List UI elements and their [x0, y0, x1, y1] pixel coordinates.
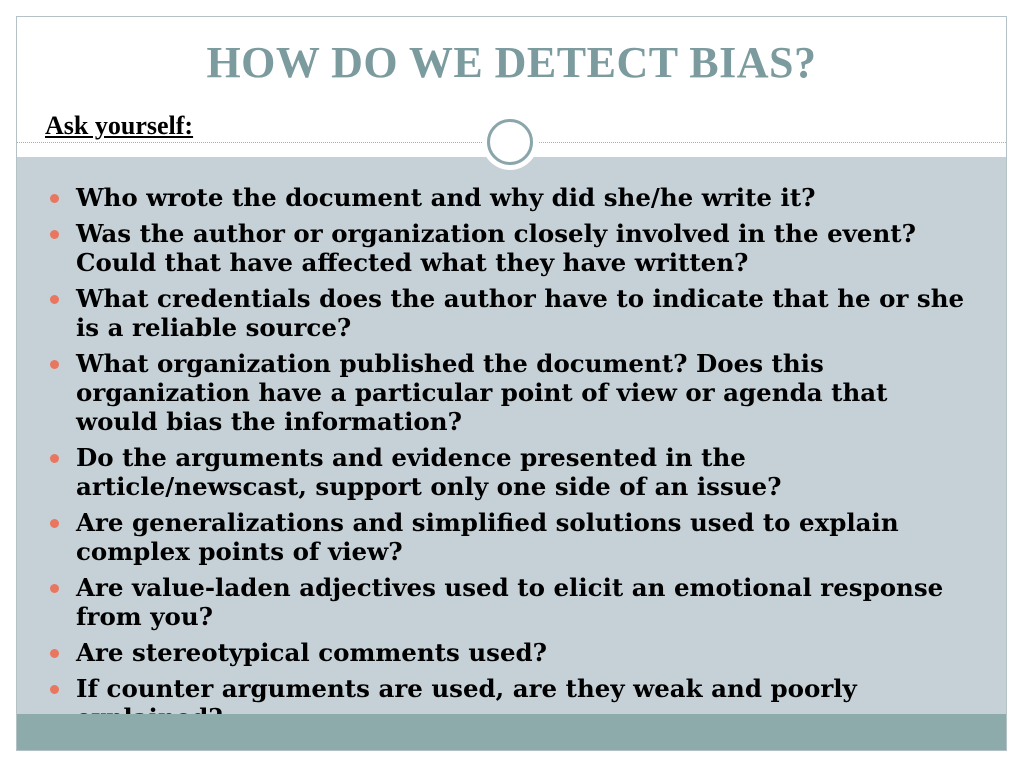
bullet-item	[47, 219, 977, 277]
bullet-text: Who wrote the document and why did she/he write it?	[76, 183, 816, 212]
bullet-text: Do the arguments and evidence presented in the article/newscast, support only one side of an issue?	[76, 443, 782, 501]
bullet-item	[47, 638, 977, 667]
bullet-item	[47, 284, 977, 342]
ring-ornament-icon	[482, 114, 538, 170]
slide	[16, 16, 1007, 751]
bullet-text: If counter arguments are used, are they weak and poorly	[76, 674, 857, 703]
footer-band	[17, 714, 1006, 751]
bullet-dot-icon	[50, 685, 59, 694]
bullet-text: What credentials does the author have to indicate that he or she is a reliable source?	[76, 284, 965, 342]
bullet-dot-icon	[50, 360, 59, 369]
bullet-item	[47, 573, 977, 631]
slide-title: HOW DO WE DETECT BIAS?	[206, 38, 817, 87]
bullet-dot-icon	[50, 295, 59, 304]
bullet-dot-icon	[50, 230, 59, 239]
bullet-text: What organization published the document? Does this organization have a particular point of view or agenda that would bias the information?	[76, 349, 888, 436]
bullet-text: Are value-laden adjectives used to elicit an emotional response from you?	[76, 573, 944, 631]
bullet-text: Are generalizations and simplified solutions used to explain complex points of view?	[76, 508, 899, 566]
subheading: Ask yourself:	[45, 111, 194, 140]
bullet-text: Are stereotypical comments used?	[76, 638, 548, 667]
bullet-dot-icon	[50, 519, 59, 528]
ring-inner	[487, 119, 533, 165]
bullet-dot-icon	[50, 584, 59, 593]
bullet-text: Was the author or organization closely involved in the event? Could that have affected what they have written?	[76, 219, 916, 277]
bullet-dot-icon	[50, 649, 59, 658]
bullet-dot-icon	[50, 454, 59, 463]
bullet-list	[47, 183, 977, 739]
bullet-item	[47, 349, 977, 436]
bullet-dot-icon	[50, 194, 59, 203]
bullet-item	[47, 443, 977, 501]
bullet-item	[47, 508, 977, 566]
bullet-item	[47, 183, 977, 212]
